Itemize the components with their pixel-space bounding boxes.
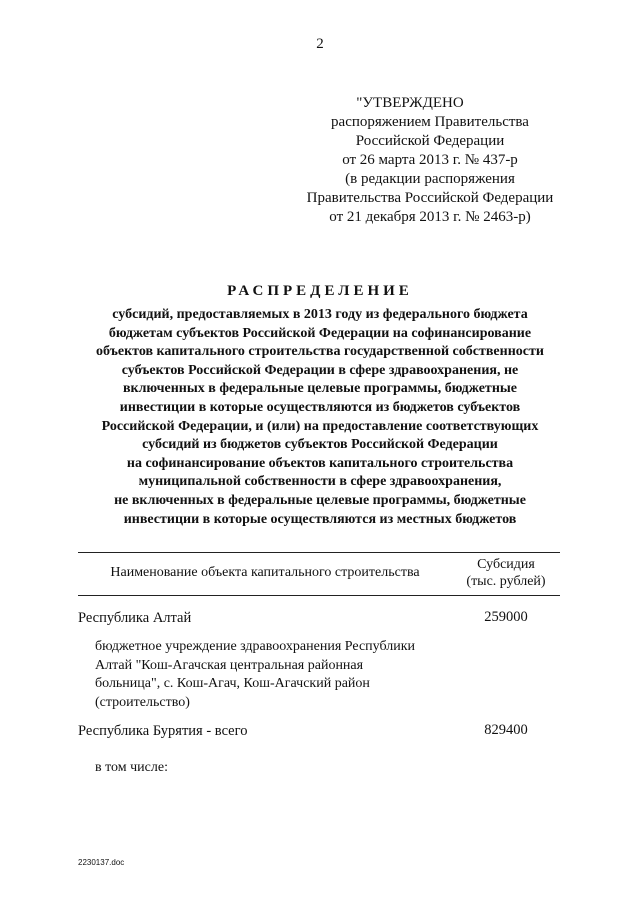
approval-line: "УТВЕРЖДЕНО [356, 95, 464, 111]
column-header-subsidy [452, 556, 560, 590]
document-description [60, 306, 580, 529]
region-name: Республика Бурятия - всего [78, 723, 248, 739]
description-line: бюджетам субъектов Российской Федерации на софинансирование [108, 325, 532, 341]
facility-line: (строительство) [95, 694, 190, 710]
including-text: в том числе: [95, 760, 168, 775]
document-title: РАСПРЕДЕЛЕНИЕ [227, 283, 413, 299]
facility-line: больница", с. Кош-Агач, Кош-Агачский район [95, 676, 370, 691]
approval-line: от 21 декабря 2013 г. № 2463-р) [329, 209, 531, 225]
approval-line: Российской Федерации [355, 133, 505, 149]
description-line: не включенных в федеральные целевые программы, бюджетные [114, 492, 526, 508]
description-line: муниципальной собственности в сфере здравоохранения, [138, 474, 502, 490]
column-header-name: Наименование объекта капитального строительства [110, 565, 420, 580]
description-line: субсидий из бюджетов субъектов Российской Федерации [142, 437, 498, 453]
region-name: Республика Алтай [78, 610, 192, 626]
approval-stamp [300, 94, 560, 227]
table-top-rule [78, 552, 560, 553]
description-line: включенных в федеральные целевые программы, бюджетные [122, 381, 518, 397]
subsidy-amount: 259000 [484, 609, 528, 625]
footer-filename: 2230137.doc [78, 858, 125, 867]
approval-line: Правительства Российской Федерации [306, 190, 554, 206]
description-line: Российской Федерации, и (или) на предоставление соответствующих [101, 418, 539, 434]
facility-description [95, 638, 455, 712]
subsidy-amount: 829400 [484, 722, 528, 738]
page-number: 2 [316, 36, 324, 52]
description-line: субсидий, предоставляемых в 2013 году из федерального бюджета [112, 307, 528, 322]
table-header-rule [78, 595, 560, 596]
description-line: на софинансирование объектов капитального строительства [126, 455, 514, 471]
including-label [95, 759, 455, 778]
description-line: субъектов Российской Федерации в сфере здравоохранения, не [121, 362, 519, 378]
facility-line: Алтай "Кош-Агачская центральная районная [95, 657, 364, 673]
approval-line: распоряжением Правительства [331, 114, 529, 130]
description-line: объектов капитального строительства государственной собственности [96, 344, 544, 360]
approval-line: от 26 марта 2013 г. № 437-р [342, 152, 518, 168]
description-line: инвестиции в которые осуществляются из бюджетов субъектов [119, 399, 521, 415]
approval-line: (в редакции распоряжения [345, 171, 515, 187]
subsidy-header-unit: (тыс. рублей) [466, 574, 546, 589]
description-line: инвестиции в которые осуществляются из местных бюджетов [123, 511, 517, 527]
subsidy-header-line: Субсидия [477, 557, 535, 572]
facility-line: бюджетное учреждение здравоохранения Республики [95, 639, 416, 654]
